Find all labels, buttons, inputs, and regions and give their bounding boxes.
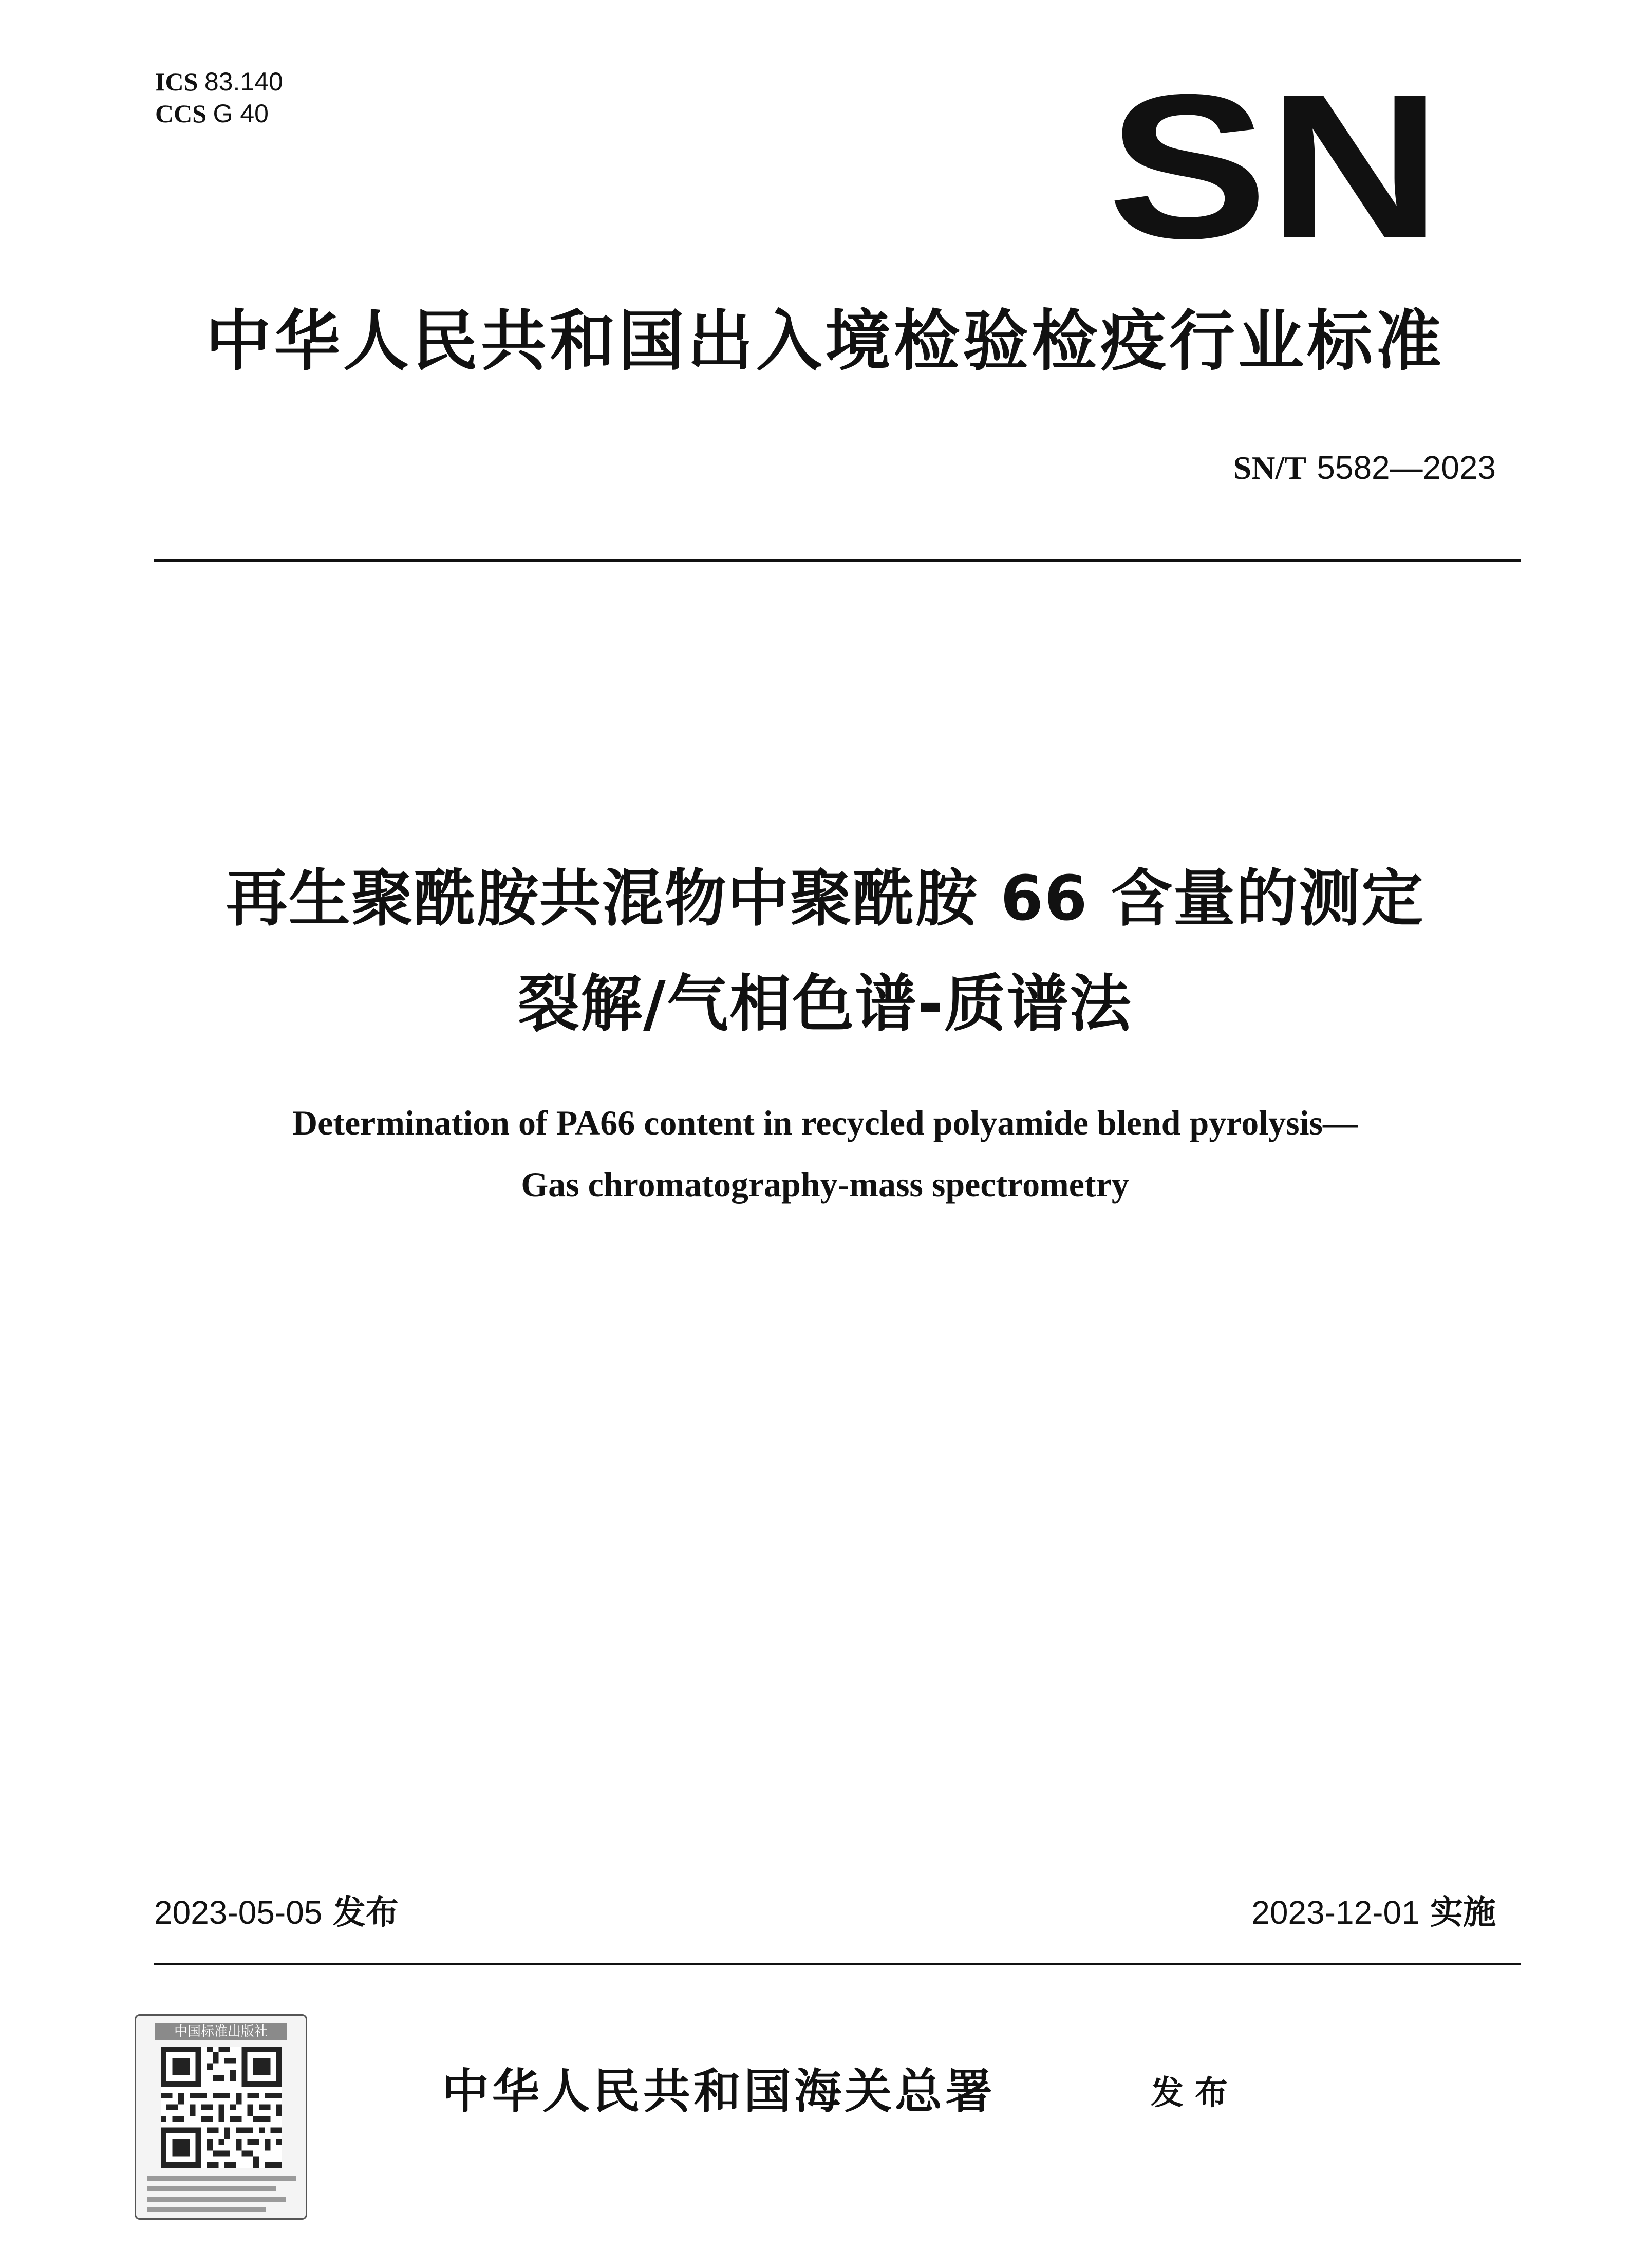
ics-value: 83.140 (204, 67, 283, 96)
implement-date-value: 2023-12-01 (1251, 1894, 1420, 1931)
issue-date-value: 2023-05-05 (154, 1894, 323, 1931)
qr-badge-line (147, 2186, 276, 2191)
qr-badge-line (147, 2176, 296, 2181)
issue-date-word: 发布 (332, 1894, 399, 1932)
standard-code: 5582—2023 (1317, 449, 1496, 486)
title-en-line1: Determination of PA66 content in recycled polyamide blend pyrolysis— (292, 1103, 1358, 1142)
ics-label: ICS (155, 67, 198, 96)
ccs-value: G 40 (213, 99, 269, 128)
qr-code-icon (161, 2047, 282, 2168)
sn-logo (1104, 87, 1445, 244)
implement-date (1251, 1891, 1496, 1935)
bottom-divider (154, 1963, 1521, 1965)
standard-number (1233, 447, 1496, 489)
issue-date (154, 1891, 399, 1935)
ics-line (155, 66, 283, 98)
qr-badge-line (147, 2207, 266, 2212)
title-cn-line2: 裂解/气相色谱-质谱法 (518, 969, 1132, 1040)
publisher-name: 中华人民共和国海关总署 (442, 2063, 996, 2119)
qr-badge-header: 中国标准出版社 (155, 2023, 287, 2040)
ccs-label: CCS (155, 99, 207, 128)
ccs-line (155, 98, 283, 129)
publisher-word: 发布 (1151, 2074, 1239, 2112)
top-divider (154, 559, 1521, 562)
qr-code-badge (135, 2014, 307, 2220)
title-en-line2: Gas chromatography-mass spectrometry (521, 1165, 1129, 1204)
title-cn-line1: 再生聚酰胺共混物中聚酰胺 66 含量的测定 (226, 863, 1424, 935)
industry-standard-title: 中华人民共和国出入境检验检疫行业标准 (205, 303, 1445, 380)
implement-date-word: 实施 (1430, 1894, 1496, 1932)
qr-badge-line (147, 2197, 286, 2202)
standard-prefix: SN/T (1233, 450, 1306, 486)
sn-logo-text: SN (1108, 87, 1441, 244)
classification-codes (155, 66, 283, 129)
